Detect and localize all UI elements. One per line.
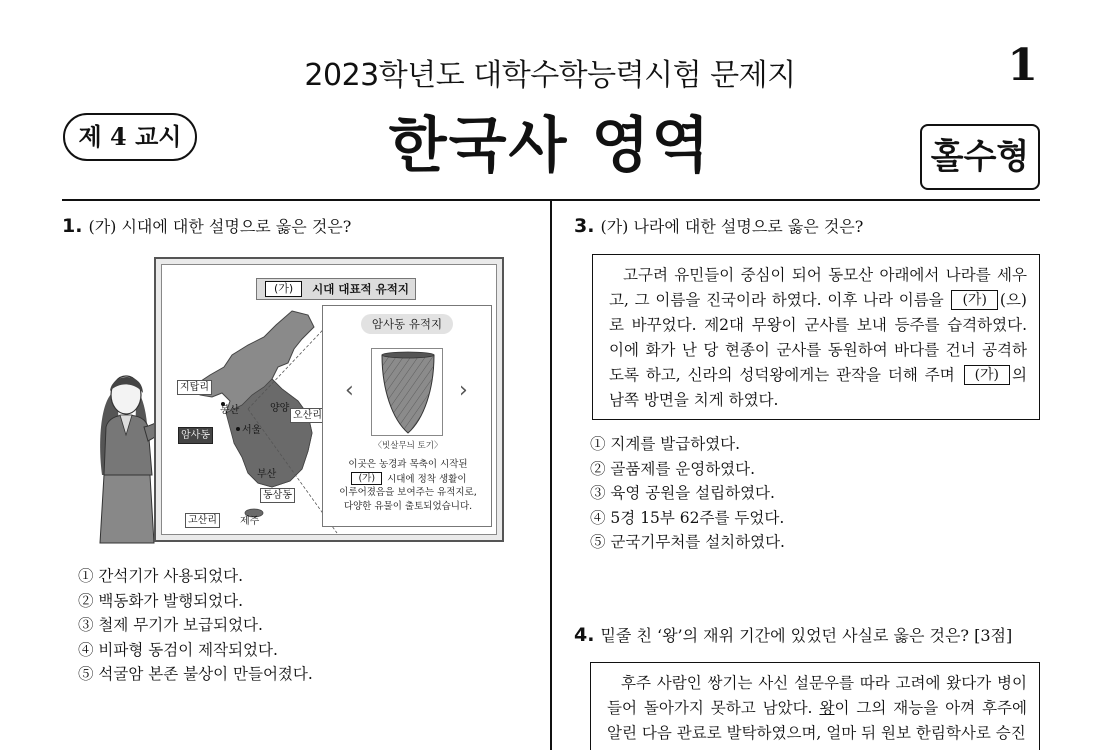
map-label-dongsamdong: 동삼동 xyxy=(260,488,295,503)
map-dot-seoul xyxy=(236,427,240,431)
question-1-heading xyxy=(62,214,351,237)
question-3-text: (가) 나라에 대한 설명으로 옳은 것은? xyxy=(600,217,864,236)
q3-passage-blank-2: (가) xyxy=(964,365,1010,385)
page-number: 1 xyxy=(1007,40,1038,91)
map-label-osanri: 오산리 xyxy=(290,408,325,423)
site-desc-line-2-text: 시대에 정착 생활이 xyxy=(387,473,467,485)
site-desc-line-1: 이곳은 농경과 목축이 시작된 xyxy=(348,459,468,470)
question-3-heading xyxy=(574,214,863,237)
pottery-caption: 〈빗살무늬 토기〉 xyxy=(373,441,443,451)
question-3-choice-1[interactable]: ① 지계를 발급하였다. xyxy=(590,435,741,453)
question-3-passage xyxy=(592,254,1040,420)
q3-passage-part-2: (으)로 바꾸었다. 제2대 무왕이 군사를 보내 등주를 습격하였다. 이에 화가 난 당 현종이 군사를 동원하여 바다를 건너 공격하도록 하고, 신라의 성덕왕에게는 관작을 더해 주며 xyxy=(609,291,1027,384)
q3-passage-part-1: 고구려 유민들이 중심이 되어 동모산 아래에서 나라를 세우고, 그 이름을 진국이라 하였다. 이후 나라 이름을 xyxy=(609,266,1027,309)
question-4-number: 4. xyxy=(574,624,595,646)
column-divider xyxy=(550,200,552,750)
question-1-choice-4[interactable]: ④ 비파형 동검이 제작되었다. xyxy=(78,640,278,659)
map-label-amsadong: 암사동 xyxy=(178,427,213,444)
map-label-gosanri: 고산리 xyxy=(185,513,220,528)
question-3-choice-2[interactable]: ② 골품제를 운영하였다. xyxy=(590,459,756,478)
exam-title: 2023학년도 대학수학능력시험 문제지 xyxy=(304,58,796,93)
question-1-number: 1. xyxy=(62,215,83,237)
site-desc-line-3: 이루어졌음을 보여주는 유적지로, xyxy=(339,487,477,498)
site-desc-line-4: 다양한 유물이 출토되었습니다. xyxy=(343,500,473,512)
subject-title: 한국사 영역 xyxy=(388,111,712,181)
map-label-jitapri: 지탑리 xyxy=(177,380,212,395)
question-1-figure xyxy=(90,255,510,545)
q4-passage-king: 왕 xyxy=(819,699,835,717)
question-4-heading xyxy=(574,623,1012,646)
map-label-jeju: 제주 xyxy=(240,516,260,527)
board-title xyxy=(256,278,416,300)
site-panel xyxy=(322,305,492,527)
display-board-inner xyxy=(161,264,497,535)
board-title-text: 시대 대표적 유적지 xyxy=(312,282,409,296)
question-3-choice-4[interactable]: ④ 5경 15부 62주를 두었다. xyxy=(590,508,785,527)
chevron-left-icon[interactable]: ‹ xyxy=(345,378,354,403)
site-desc-blank: (가) xyxy=(351,472,382,485)
site-description xyxy=(327,458,489,513)
question-3-choices xyxy=(590,432,785,555)
q3-passage-part-3: 의 남쪽 방면을 치게 하였다. xyxy=(609,366,1027,409)
question-1-choice-2[interactable]: ② 백동화가 발행되었다. xyxy=(78,591,244,610)
question-1-choices xyxy=(78,564,313,687)
comb-pattern-pottery-icon xyxy=(372,349,444,437)
question-1-choice-1[interactable]: ① 간석기가 사용되었다. xyxy=(78,567,244,585)
map-label-busan: 부산 xyxy=(257,469,277,480)
map-label-yangyang: 양양 xyxy=(270,403,290,414)
question-1-text: (가) 시대에 대한 설명으로 옳은 것은? xyxy=(88,217,352,236)
q4-passage-part-1: 후주 사람인 쌍기는 사신 설문우를 따라 고려에 왔다가 병이 들어 돌아가지 못하고 남았다. xyxy=(607,674,1027,717)
board-title-blank: (가) xyxy=(265,281,302,297)
map-label-bongsan: 봉산 xyxy=(220,405,240,416)
site-panel-title: 암사동 유적지 xyxy=(361,314,453,334)
question-4-passage xyxy=(590,662,1040,750)
question-1-choice-5[interactable]: ⑤ 석굴암 본존 불상이 만들어졌다. xyxy=(78,665,313,683)
pottery-image xyxy=(371,348,443,436)
display-board xyxy=(154,257,504,542)
question-3-choice-5[interactable]: ⑤ 군국기무처를 설치하였다. xyxy=(590,533,785,551)
site-desc-line-2 xyxy=(327,472,489,487)
question-3-choice-3[interactable]: ③ 육영 공원을 설립하였다. xyxy=(590,484,775,502)
chevron-right-icon[interactable]: › xyxy=(459,378,468,403)
question-1-choice-3[interactable]: ③ 철제 무기가 보급되었다. xyxy=(78,616,263,634)
form-type-badge: 홀수형 xyxy=(920,124,1040,190)
q4-passage-part-2: 이 그의 재능을 아껴 후주에 알린 다음 관료로 발탁하였으며, 얼마 뒤 원보 한림학사로 승진 xyxy=(607,699,1027,742)
question-3-number: 3. xyxy=(574,215,595,237)
period-badge: 제 4 교시 xyxy=(63,113,197,161)
q3-passage-blank-1: (가) xyxy=(951,290,997,310)
map-label-seoul: 서울 xyxy=(242,425,262,436)
question-4-text: 밑줄 친 ‘왕’의 재위 기간에 있었던 사실로 옳은 것은? [3점] xyxy=(600,626,1013,645)
